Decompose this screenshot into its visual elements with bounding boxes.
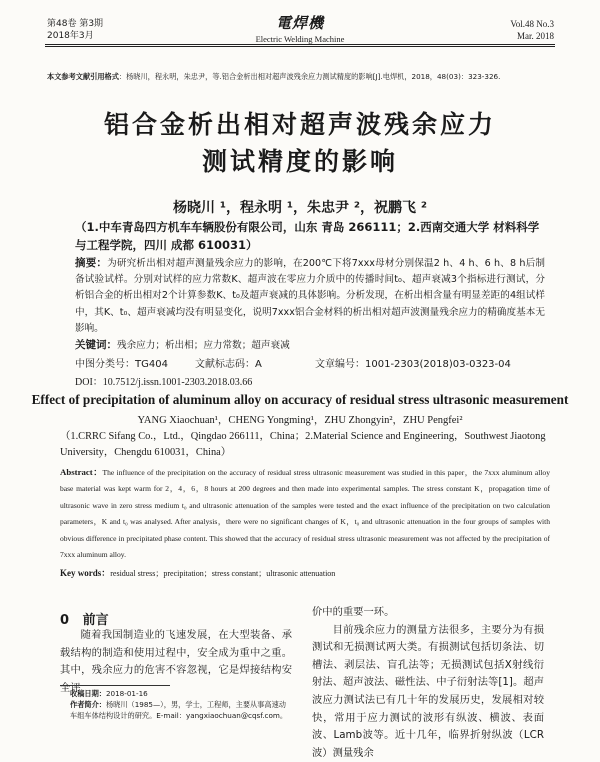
journal-logo: 電焊機	[275, 14, 324, 32]
received-date	[70, 688, 292, 699]
author-bio-text: 杨晓川（1985—），男，学士，工程师，主要从事高速动车组车体结构设计的研究。E-mail：yangxiaochuan@cqsf.com。	[70, 700, 288, 720]
volume-issue-cn: 第48卷 第3期	[47, 19, 104, 29]
keywords-cn	[75, 337, 290, 352]
title-en: Effect of precipitation of aluminum alloy on accuracy of residual stress ultrasonic measurement	[31, 392, 569, 407]
authors-cn: 杨晓川 ¹，程永明 ¹，朱忠尹 ²，祝鹏飞 ²	[172, 200, 428, 216]
affiliation-cn: （1.中车青岛四方机车车辆股份有限公司，山东 青岛 266111；2.西南交通大学 材料科学与工程学院，四川 成都 610031）	[75, 220, 540, 252]
received-label: 收稿日期：	[70, 689, 106, 698]
doi: DOI：10.7512/j.issn.1001-2303.2018.03.66	[75, 377, 253, 388]
abstract-cn-text: 为研究析出相对超声测量残余应力的影响，在200℃下将7xxx母材分别保温2 h、4 h、6 h、8 h后制备试验试样。分别对试样的应力常数K、超声波在零应力介质中的传播时间t₀、超声衰减3个指标进行测试，分析铝合金的析出相对2个计算参数K、t₀及超声衰减的具体影响。分析发现，在析出相含量有明显差距的4组试样中，其K、t₀、超声衰减均没有明显变化，说明7xxx铝合金材料的析出相对超声波测量残余应力的精确度基本无影响。	[75, 258, 545, 334]
abstract-cn-label: 摘要：	[75, 257, 108, 269]
authors-en: YANG Xiaochuan¹，CHENG Yongming¹，ZHU Zhongyin²，ZHU Pengfei²	[137, 415, 463, 426]
body-right-paragraph-2: 目前残余应力的测量方法很多，主要分为有损测试和无损测试两大类。有损测试包括切条法、切槽法、剥层法、盲孔法等；无损测试包括X射线衍射法、超声波法、磁性法、中子衍射法等[1]。超声波应力测试法已有几十年的发展历史，发展相对较快，常用于应力测试的波形有纵波、横波、表面波、Lamb波等。近十几年，临界折射纵波（LCR波）测量残余	[312, 623, 544, 759]
classification-line	[75, 355, 545, 370]
section-heading	[60, 609, 109, 628]
header-rule	[45, 44, 555, 45]
keywords-cn-text: 残余应力；析出相；应力常数；超声衰减	[117, 340, 290, 351]
header-right	[510, 18, 554, 42]
date-en: Mar. 2018	[517, 31, 554, 41]
journal-name-en: Electric Welding Machine	[255, 34, 345, 44]
body-left-column: 随着我国制造业的飞速发展，在大型装备、承载结构的制造和使用过程中，安全成为重中之重。其中，残余应力的危害不容忽视，它是焊接结构安全评	[60, 629, 292, 694]
keywords-en-label: Key words：	[60, 568, 111, 578]
keywords-en-text: residual stress；precipitation；stress constant；ultrasonic attenuation	[110, 569, 336, 578]
body-right-column	[312, 604, 544, 762]
body-right-line-1: 价中的重要一环。	[312, 606, 395, 618]
abstract-cn	[75, 255, 545, 337]
title-cn-line-2: 测试精度的影响	[201, 147, 398, 176]
journal-header	[220, 12, 380, 44]
affiliation-en: （1.CRRC Sifang Co.，Ltd.，Qingdao 266111，China；2.Material Science and Engineering，Southwest Jiaotong University，Chengdu 610031，China）	[60, 431, 546, 458]
citation-label: 本文参考文献引用格式	[47, 72, 119, 81]
section-title: 前言	[82, 613, 109, 628]
title-cn-line-1: 铝合金析出相对超声波残余应力	[103, 110, 496, 139]
abstract-en-label: Abstract：	[60, 467, 103, 477]
abstract-en	[60, 464, 550, 563]
document-code: 文献标志码：A	[195, 359, 262, 370]
citation-text: ：杨晓川，程永明，朱忠尹，等.铝合金析出相对超声波残余应力测试精度的影响[J].电焊机，2018，48(03)：323-326.	[118, 72, 501, 81]
header-left	[47, 18, 103, 42]
author-bio	[70, 699, 292, 721]
clc-number: 中图分类号：TG404	[75, 359, 168, 370]
volume-issue-en: Vol.48 No.3	[510, 19, 554, 29]
keywords-en	[60, 566, 335, 579]
article-number: 文章编号：1001-2303(2018)03-0323-04	[315, 359, 511, 370]
section-number: 0	[60, 613, 70, 628]
footnote-rule	[60, 685, 170, 686]
footnote	[70, 688, 292, 721]
citation	[47, 72, 557, 82]
keywords-cn-label: 关键词：	[75, 339, 117, 351]
author-bio-label: 作者简介：	[70, 700, 106, 709]
received-value: 2018-01-16	[105, 689, 148, 698]
header-rule-thin	[45, 46, 555, 47]
abstract-en-text: The influence of the precipitation on the accuracy of residual stress ultrasonic measurement was studied in this paper，the 7xxx aluminum alloy base material was kept warm for 2，4，6，8 hours at 200 degrees and then made into experimental samples. The stress constant K，propagation time of ultrasonic wave in zero stress medium t₀ and ultrasonic attenuation of the samples were tested and the exact influence of the precipitation on two calculation parameters，K and t₀ was analysed. After analysis，there were no significant changes of K，t₀ and ultrasonic attenuation in the four groups of samples with obvious difference in precipitated phase content. This showed that the accuracy of residual stress ultrasonic measurement was not affected by the precipitation of 7xxx aluminum alloy.	[60, 468, 550, 560]
page-title	[60, 106, 540, 180]
date-cn: 2018年3月	[47, 31, 94, 41]
